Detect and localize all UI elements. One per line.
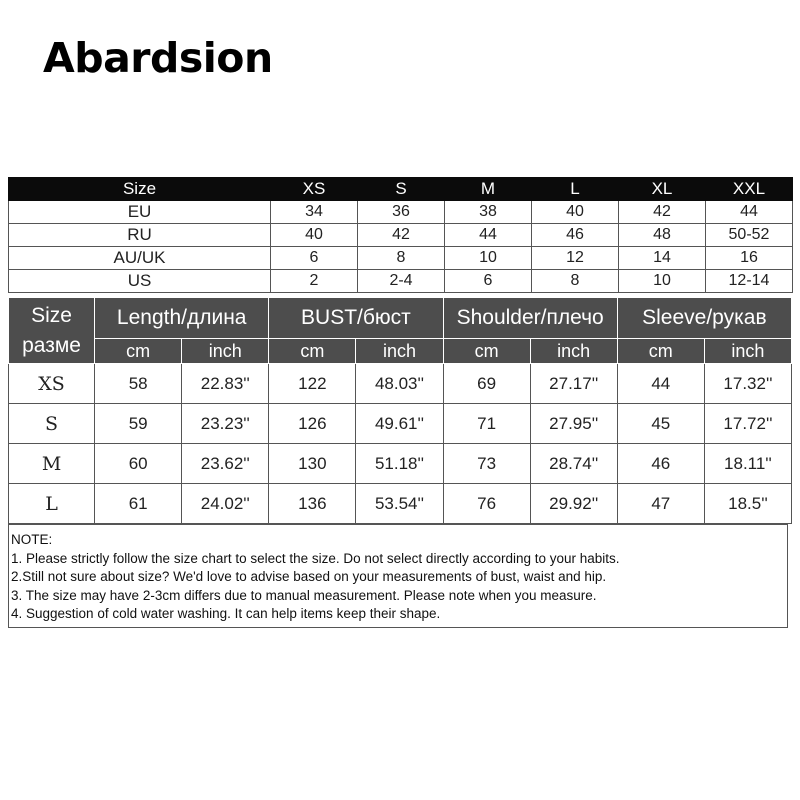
table-cell: 34: [271, 201, 358, 224]
group-header-bust: BUST/бюст: [269, 298, 443, 339]
table-cell: 6: [445, 270, 532, 293]
table-cell: 48: [619, 224, 706, 247]
table-cell: 122: [269, 364, 356, 404]
table-cell: 10: [445, 247, 532, 270]
table-cell: 47: [617, 484, 704, 524]
unit-header: inch: [356, 339, 443, 364]
table-cell: 12-14: [706, 270, 793, 293]
measurement-row-s: [9, 404, 792, 444]
table-cell: 27.17'': [530, 364, 617, 404]
unit-header: cm: [443, 339, 530, 364]
table-cell: 2-4: [358, 270, 445, 293]
unit-header: cm: [617, 339, 704, 364]
table-cell: 45: [617, 404, 704, 444]
table-cell: 10: [619, 270, 706, 293]
table-cell: 60: [95, 444, 182, 484]
table-cell: 6: [271, 247, 358, 270]
table-cell: 49.61'': [356, 404, 443, 444]
region-label: US: [9, 270, 271, 293]
table-cell: 46: [617, 444, 704, 484]
conversion-row-au-uk: [9, 247, 793, 270]
table-cell: 17.32'': [704, 364, 791, 404]
table-cell: 8: [358, 247, 445, 270]
size-col-header: XL: [619, 178, 706, 201]
table-cell: 71: [443, 404, 530, 444]
size-conversion-table: [8, 177, 793, 293]
size-header-en: Size: [31, 303, 72, 327]
table-cell: 27.95'': [530, 404, 617, 444]
table-cell: 73: [443, 444, 530, 484]
notes-box: [8, 524, 788, 628]
table-cell: 2: [271, 270, 358, 293]
brand-title: Abardsion: [43, 34, 273, 82]
table-cell: 46: [532, 224, 619, 247]
conversion-header-row: [9, 178, 793, 201]
measurement-row-xs: [9, 364, 792, 404]
table-cell: 29.92'': [530, 484, 617, 524]
size-header-ru: разме: [22, 333, 81, 357]
table-cell: 38: [445, 201, 532, 224]
table-cell: 44: [445, 224, 532, 247]
table-cell: 17.72'': [704, 404, 791, 444]
table-cell: 50-52: [706, 224, 793, 247]
notes-title: NOTE:: [11, 532, 53, 547]
region-label: RU: [9, 224, 271, 247]
group-header-sleeve: Sleeve/рукав: [617, 298, 791, 339]
table-cell: 23.62'': [182, 444, 269, 484]
table-cell: 58: [95, 364, 182, 404]
size-col-header: L: [532, 178, 619, 201]
conversion-row-ru: [9, 224, 793, 247]
table-cell: 76: [443, 484, 530, 524]
table-cell: 130: [269, 444, 356, 484]
table-cell: 18.5'': [704, 484, 791, 524]
table-cell: 44: [706, 201, 793, 224]
table-cell: 18.11'': [704, 444, 791, 484]
unit-header: cm: [269, 339, 356, 364]
table-cell: 23.23'': [182, 404, 269, 444]
conversion-row-eu: [9, 201, 793, 224]
table-cell: 69: [443, 364, 530, 404]
note-item: 1. Please strictly follow the size chart to select the size. Do not select directly according to your habits.: [11, 550, 620, 566]
table-cell: 40: [271, 224, 358, 247]
table-cell: 44: [617, 364, 704, 404]
size-label: XS: [9, 364, 95, 404]
table-cell: 40: [532, 201, 619, 224]
table-cell: 36: [358, 201, 445, 224]
table-cell: 136: [269, 484, 356, 524]
size-header-cell: [9, 298, 95, 364]
note-item: 3. The size may have 2-3cm differs due to manual measurement. Please note when you measure.: [11, 587, 597, 603]
size-col-header: XS: [271, 178, 358, 201]
table-cell: 51.18'': [356, 444, 443, 484]
measurement-row-l: [9, 484, 792, 524]
group-header-length: Length/длина: [95, 298, 269, 339]
region-label: AU/UK: [9, 247, 271, 270]
table-cell: 59: [95, 404, 182, 444]
table-cell: 12: [532, 247, 619, 270]
size-col-header: M: [445, 178, 532, 201]
size-header: Size: [9, 178, 271, 201]
table-cell: 48.03'': [356, 364, 443, 404]
size-label: L: [9, 484, 95, 524]
table-cell: 53.54'': [356, 484, 443, 524]
table-cell: 42: [358, 224, 445, 247]
unit-header: inch: [704, 339, 791, 364]
size-label: M: [9, 444, 95, 484]
table-cell: 16: [706, 247, 793, 270]
measurement-group-header-row: [9, 298, 792, 339]
table-cell: 14: [619, 247, 706, 270]
size-col-header: S: [358, 178, 445, 201]
table-cell: 8: [532, 270, 619, 293]
table-cell: 22.83'': [182, 364, 269, 404]
unit-header: inch: [182, 339, 269, 364]
conversion-row-us: [9, 270, 793, 293]
table-cell: 61: [95, 484, 182, 524]
table-cell: 126: [269, 404, 356, 444]
table-cell: 42: [619, 201, 706, 224]
unit-header: cm: [95, 339, 182, 364]
unit-header-row: [9, 339, 792, 364]
measurement-table: [8, 297, 792, 524]
size-col-header: XXL: [706, 178, 793, 201]
unit-header: inch: [530, 339, 617, 364]
note-item: 4. Suggestion of cold water washing. It can help items keep their shape.: [11, 606, 441, 621]
note-item: 2.Still not sure about size? We'd love to advise based on your measurements of bust, waist and hip.: [11, 569, 607, 584]
measurement-row-m: [9, 444, 792, 484]
group-header-shoulder: Shoulder/плечо: [443, 298, 617, 339]
size-label: S: [9, 404, 95, 444]
region-label: EU: [9, 201, 271, 224]
table-cell: 24.02'': [182, 484, 269, 524]
table-cell: 28.74'': [530, 444, 617, 484]
